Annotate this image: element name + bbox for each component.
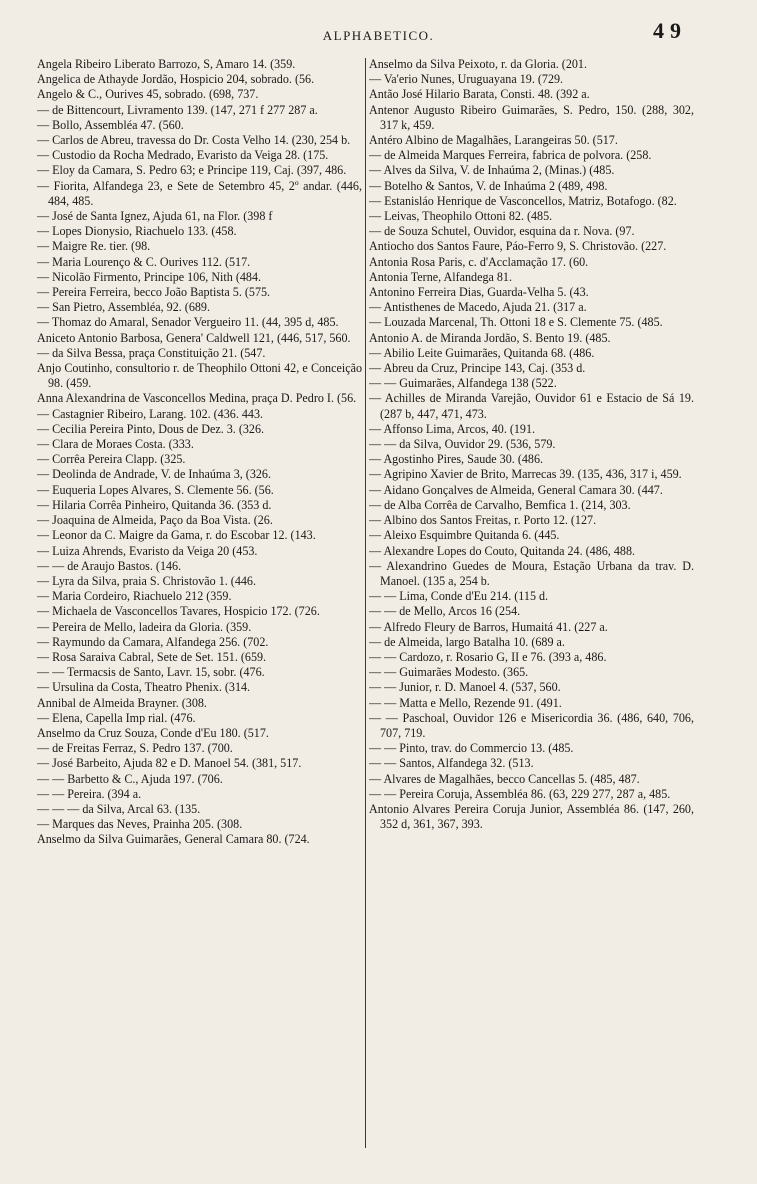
directory-entry: Anselmo da Silva Guimarães, General Camara 80. (724.: [37, 832, 310, 847]
directory-entry: — Leivas, Theophilo Ottoni 82. (485.: [369, 209, 553, 224]
directory-entry: — — Cardozo, r. Rosario G, II e 76. (393 a, 486.: [369, 649, 607, 664]
directory-entry: — Thomaz do Amaral, Senador Vergueiro 11. (44, 395 d, 485.: [37, 315, 339, 330]
directory-entry: — Pereira de Mello, ladeira da Gloria. (359.: [37, 619, 252, 634]
directory-entry: — Corrêa Pereira Clapp. (325.: [37, 452, 186, 467]
directory-entry: — Euqueria Lopes Alvares, S. Clemente 56. (56.: [37, 482, 274, 497]
directory-entry: Anjo Coutinho, consultorio r. de Theophilo Ottoni 42, e Conceição 98. (459.: [37, 361, 362, 391]
directory-entry: — Agripino Xavier de Brito, Marrecas 39. (135, 436, 317 i, 459.: [369, 467, 682, 482]
directory-entry: — Achilles de Miranda Varejão, Ouvidor 61 e Estacio de Sá 19. (287 b, 447, 471, 473.: [369, 391, 694, 421]
directory-entry: Antonio Alvares Pereira Coruja Junior, Assembléa 86. (147, 260, 352 d, 361, 367, 393.: [369, 801, 694, 832]
directory-entry: — Fiorita, Alfandega 23, e Sete de Setembro 45, 2º andar. (446, 484, 485.: [37, 178, 362, 208]
directory-entry: — Nicolão Firmento, Principe 106, Nith (484.: [37, 269, 262, 284]
directory-entry: — Leonor da C. Maigre da Gama, r. do Escobar 12. (143.: [37, 528, 316, 543]
directory-entry: — Affonso Lima, Arcos, 40. (191.: [369, 421, 536, 436]
page-number: 49: [653, 18, 687, 43]
left-column: [37, 57, 362, 1157]
directory-entry: Antonia Terne, Alfandega 81.: [369, 269, 513, 284]
directory-entry: — — Guimarães Modesto. (365.: [369, 665, 529, 680]
directory-entry: — Lopes Dionysio, Riachuelo 133. (458.: [37, 224, 237, 239]
directory-entry: — Abreu da Cruz, Principe 143, Caj. (353 d.: [369, 361, 586, 376]
directory-entry: — Maria Cordeiro, Riachuelo 212 (359.: [37, 589, 232, 604]
directory-entry: — Deolinda de Andrade, V. de Inhaúma 3, (326.: [37, 467, 271, 482]
directory-entry: — Joaquina de Almeida, Paço da Boa Vista. (26.: [37, 513, 273, 528]
directory-entry: — Castagnier Ribeiro, Larang. 102. (436. 443.: [37, 406, 264, 421]
directory-entry: — — — da Silva, Arcal 63. (135.: [37, 801, 201, 816]
directory-entry: Antiocho dos Santos Faure, Páo-Ferro 9, S. Christovão. (227.: [369, 239, 667, 254]
directory-entry: Anna Alexandrina de Vasconcellos Medina, praça D. Pedro I. (56.: [37, 391, 357, 406]
directory-entry: — Elena, Capella Imp rial. (476.: [37, 710, 196, 725]
directory-entry: — Hilaria Corrêa Pinheiro, Quitanda 36. (353 d.: [37, 497, 272, 512]
directory-entry: — de Almeida Marques Ferreira, fabrica de polvora. (258.: [369, 148, 652, 163]
directory-entry: — Aidano Gonçalves de Almeida, General Camara 30. (447.: [369, 482, 663, 497]
directory-entry: — — Lima, Conde d'Eu 214. (115 d.: [369, 589, 549, 604]
directory-entry: — — Matta e Mello, Rezende 91. (491.: [369, 695, 562, 710]
directory-entry: — Custodio da Rocha Medrado, Evaristo da Veiga 28. (175.: [37, 148, 329, 163]
directory-entry: Antonia Rosa Paris, c. d'Acclamação 17. (60.: [369, 254, 589, 269]
directory-entry: Aniceto Antonio Barbosa, Genera' Caldwell 121, (446, 517, 560.: [37, 330, 351, 345]
directory-entry: — Carlos de Abreu, travessa do Dr. Costa Velho 14. (230, 254 b.: [37, 133, 351, 148]
directory-entry: — Albino dos Santos Freitas, r. Porto 12. (127.: [369, 513, 597, 528]
directory-entry: — Cecilia Pereira Pinto, Dous de Dez. 3. (326.: [37, 421, 265, 436]
directory-entry: — Aleixo Esquimbre Quitanda 6. (445.: [369, 528, 560, 543]
directory-entry: — — Termacsis de Santo, Lavr. 15, sobr. (476.: [37, 665, 265, 680]
directory-entry: Antonino Ferreira Dias, Guarda-Velha 5. (43.: [369, 285, 589, 300]
directory-entry: — Luiza Ahrends, Evaristo da Veiga 20 (453.: [37, 543, 258, 558]
directory-entry: — — Barbetto & C., Ajuda 197. (706.: [37, 771, 223, 786]
directory-entry: — Antisthenes de Macedo, Ajuda 21. (317 a.: [369, 300, 587, 315]
directory-entry: — Raymundo da Camara, Alfandega 256. (702.: [37, 634, 269, 649]
directory-entry: — Alexandrino Guedes de Moura, Estação Urbana da trav. D. Manoel. (135 a, 254 b.: [369, 558, 694, 588]
directory-entry: — de Bittencourt, Livramento 139. (147, 271 f 277 287 a.: [37, 102, 318, 117]
directory-entry: — José de Santa Ignez, Ajuda 61, na Flor. (398 f: [37, 209, 273, 224]
directory-entry: — Pereira Ferreira, becco João Baptista 5. (575.: [37, 285, 271, 300]
directory-entry: Antonio A. de Miranda Jordão, S. Bento 19. (485.: [369, 330, 611, 345]
directory-entry: — — Guimarães, Alfandega 138 (522.: [369, 376, 557, 391]
directory-entry: — — Santos, Alfandega 32. (513.: [369, 756, 534, 771]
directory-entry: — Michaela de Vasconcellos Tavares, Hospicio 172. (726.: [37, 604, 320, 619]
directory-entry: — Abilio Leite Guimarães, Quitanda 68. (486.: [369, 345, 595, 360]
directory-entry: — Maria Lourenço & C. Ourives 112. (517.: [37, 254, 251, 269]
directory-entry: — de Alba Corrêa de Carvalho, Bemfica 1. (214, 303.: [369, 497, 631, 512]
directory-entry: Anselmo da Cruz Souza, Conde d'Eu 180. (517.: [37, 725, 269, 740]
directory-entry: — — Paschoal, Ouvidor 126 e Misericordia 36. (486, 640, 706, 707, 719.: [369, 710, 694, 740]
directory-entry: Angelo & C., Ourives 45, sobrado. (698, 737.: [37, 87, 259, 102]
directory-entry: — Estanisláo Henrique de Vasconcellos, Matriz, Botafogo. (82.: [369, 193, 677, 208]
directory-entry: — Clara de Moraes Costa. (333.: [37, 437, 194, 452]
directory-entry: — — de Mello, Arcos 16 (254.: [369, 604, 521, 619]
directory-entry: — de Souza Schutel, Ouvidor, esquina da r. Nova. (97.: [369, 224, 635, 239]
directory-entry: Antão José Hilario Barata, Consti. 48. (392 a.: [369, 87, 590, 102]
directory-entry: — Alves da Silva, V. de Inhaúma 2, (Minas.) (485.: [369, 163, 615, 178]
right-column: [369, 57, 694, 1157]
directory-entry: — Alexandre Lopes do Couto, Quitanda 24. (486, 488.: [369, 543, 636, 558]
directory-entry: — Alvares de Magalhães, becco Cancellas 5. (485, 487.: [369, 771, 640, 786]
directory-entry: — Ursulina da Costa, Theatro Phenix. (314.: [37, 680, 251, 695]
directory-entry: Antenor Augusto Ribeiro Guimarães, S. Pedro, 150. (288, 302, 317 k, 459.: [369, 102, 694, 132]
directory-entry: — Agostinho Pires, Saude 30. (486.: [369, 452, 544, 467]
directory-entry: — Maigre Re. tier. (98.: [37, 239, 151, 254]
directory-entry: Antéro Albino de Magalhães, Larangeiras 50. (517.: [369, 133, 618, 148]
directory-entry: — Eloy da Camara, S. Pedro 63; e Principe 119, Caj. (397, 486.: [37, 163, 347, 178]
directory-entry: — — Pinto, trav. do Commercio 13. (485.: [369, 741, 574, 756]
directory-entry: — San Pietro, Assembléa, 92. (689.: [37, 300, 210, 315]
directory-entry: Annibal de Almeida Brayner. (308.: [37, 695, 207, 710]
directory-entry: — Bollo, Assembléa 47. (560.: [37, 117, 184, 132]
column-divider: [365, 58, 366, 1148]
directory-entry: Angelica de Athayde Jordão, Hospicio 204, sobrado. (56.: [37, 72, 315, 87]
directory-entry: — Alfredo Fleury de Barros, Humaitá 41. (227 a.: [369, 619, 608, 634]
directory-entry: — — de Araujo Bastos. (146.: [37, 558, 182, 573]
directory-entry: Angela Ribeiro Liberato Barrozo, S, Amaro 14. (359.: [37, 57, 296, 71]
directory-entry: — — Pereira. (394 a.: [37, 786, 142, 801]
directory-entry: — — da Silva, Ouvidor 29. (536, 579.: [369, 437, 556, 452]
directory-entry: — Louzada Marcenal, Th. Ottoni 18 e S. Clemente 75. (485.: [369, 315, 663, 330]
directory-entry: — José Barbeito, Ajuda 82 e D. Manoel 54. (381, 517.: [37, 756, 302, 771]
directory-entry: — — Junior, r. D. Manoel 4. (537, 560.: [369, 680, 561, 695]
directory-entry: — de Freitas Ferraz, S. Pedro 137. (700.: [37, 741, 233, 756]
directory-entry: — Rosa Saraiva Cabral, Sete de Set. 151. (659.: [37, 649, 267, 664]
directory-entry: — da Silva Bessa, praça Constituição 21. (547.: [37, 345, 266, 360]
directory-entry: — Botelho & Santos, V. de Inhaúma 2 (489, 498.: [369, 178, 608, 193]
directory-entry: — Marques das Neves, Prainha 205. (308.: [37, 817, 243, 832]
directory-entry: — de Almeida, largo Batalha 10. (689 a.: [369, 634, 565, 649]
running-title: ALPHABETICO.: [322, 28, 435, 43]
directory-entry: — Va'erio Nunes, Uruguayana 19. (729.: [369, 72, 564, 87]
directory-entry: Anselmo da Silva Peixoto, r. da Gloria. (201.: [369, 57, 587, 71]
directory-entry: — — Pereira Coruja, Assembléa 86. (63, 229 277, 287 a, 485.: [369, 786, 671, 801]
directory-entry: — Lyra da Silva, praia S. Christovão 1. (446.: [37, 573, 256, 588]
page-header: [0, 18, 757, 48]
